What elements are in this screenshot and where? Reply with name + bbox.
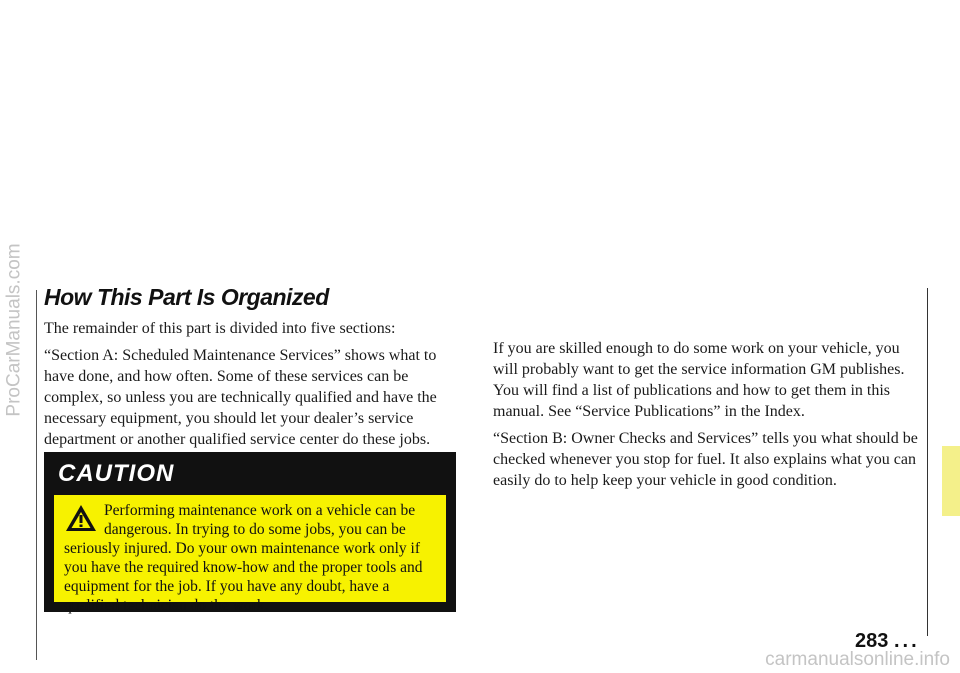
left-watermark [2,120,28,540]
section-a-paragraph: “Section A: Scheduled Maintenance Services” shows what to have done, and how often. Some of these services can be complex, so unless you are technically qualified and have the necessary equipment, you should let your dealer’s service department or another qualified service center do these jobs. [44,347,437,448]
caution-body [54,495,446,614]
right-column [493,338,919,497]
left-watermark-text: ProCarManuals.com [4,243,26,417]
page-number-dots: ... [894,630,920,652]
section-heading: How This Part Is Organized [44,284,329,310]
caution-title: CAUTION [58,460,175,487]
right-margin-rule [927,288,928,636]
warning-triangle-icon [64,503,98,533]
service-info-paragraph: If you are skilled enough to do some work on your vehicle, you will probably want to get the service information GM publishes. You will find a list of publications and how to get them in this manual. See “Service Publications” in the Index. [493,340,905,420]
section-side-tab [942,446,960,516]
bottom-watermark: carmanualsonline.info [765,649,950,670]
section-b-paragraph: “Section B: Owner Checks and Services” tells you what should be checked whenever you stop for fuel. It also explains what you can easily do to help keep your vehicle in good condition. [493,430,918,489]
page-number: 283 [855,630,889,652]
intro-paragraph: The remainder of this part is divided into five sections: [44,320,396,337]
caution-text: Performing maintenance work on a vehicle can be dangerous. In trying to do some jobs, you can be seriously injured. Do your own maintenance work only if you have the required know-how and the proper tools and equipment for the job. If you have any doubt, have a qualified technician do the work. [64,502,423,614]
left-column [44,318,464,456]
caution-box [44,452,456,612]
left-margin-rule [36,290,37,660]
